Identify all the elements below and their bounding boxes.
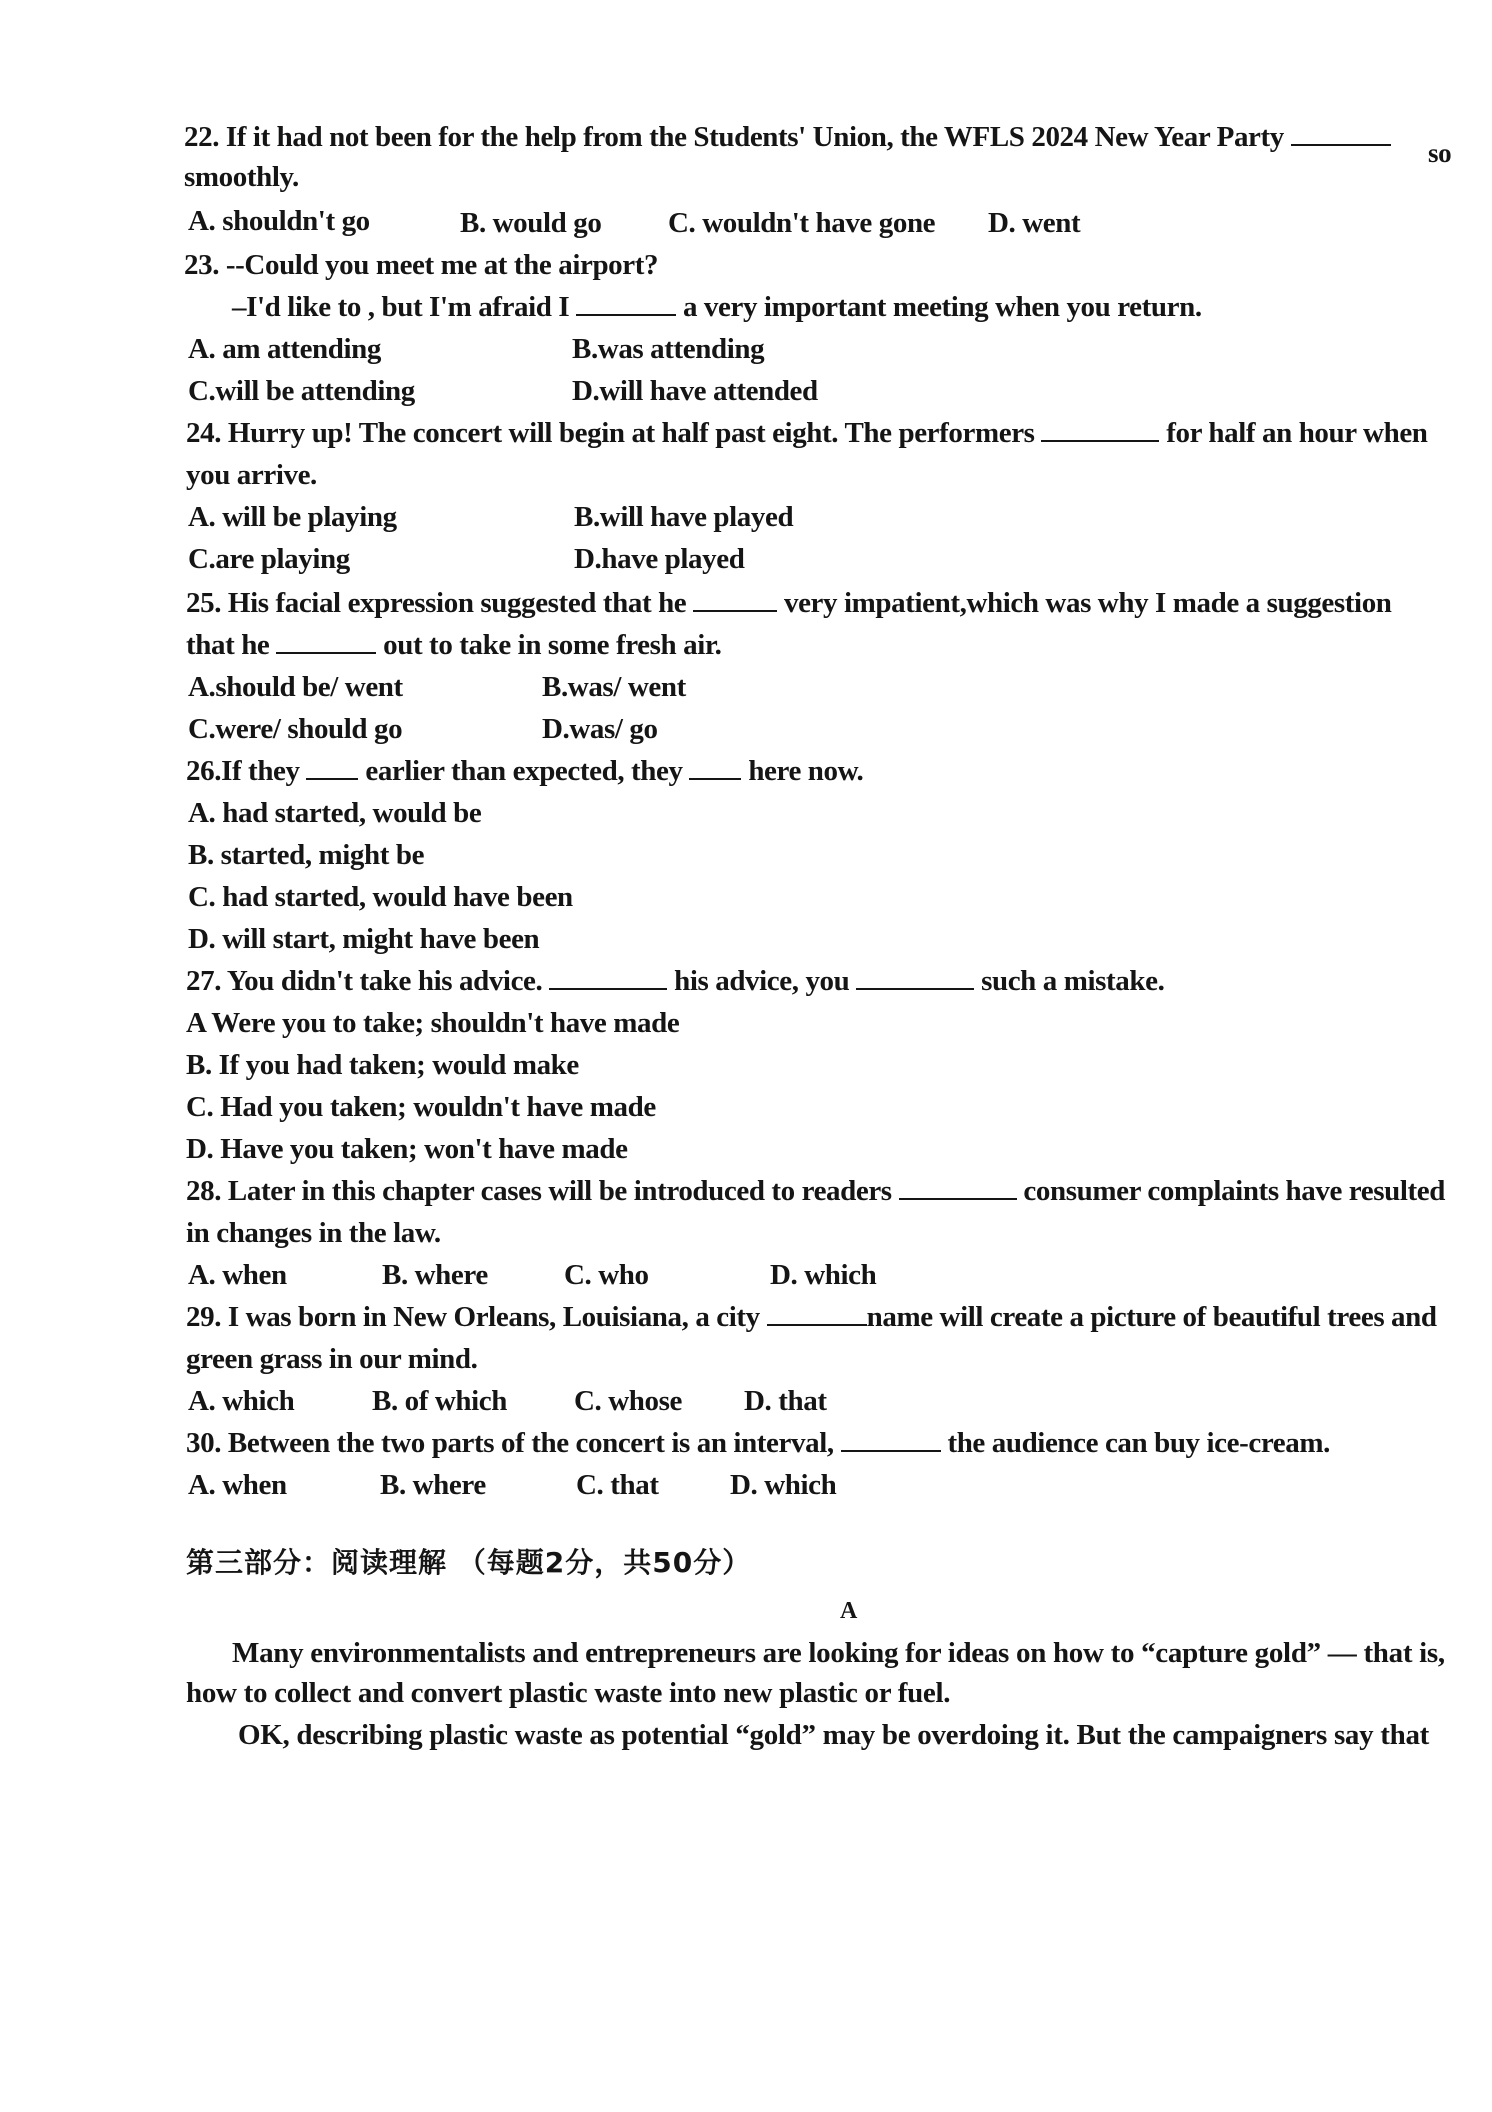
option-b: B.was/ went xyxy=(542,671,686,703)
question-text: for half an hour when xyxy=(1166,417,1428,449)
answer-blank xyxy=(306,756,358,780)
question-24-stem-cont: you arrive. xyxy=(186,459,317,491)
question-text: I was born in New Orleans, Louisiana, a city xyxy=(227,1301,760,1333)
option-d: D. which xyxy=(770,1259,877,1291)
option-b: B. would go xyxy=(460,207,602,239)
option-d: D. will start, might have been xyxy=(188,923,540,955)
section-heading: 第三部分：阅读理解 （每题2分，共50分） xyxy=(186,1546,752,1579)
answer-blank xyxy=(689,756,741,780)
option-d: D. that xyxy=(744,1385,827,1417)
option-b: B. of which xyxy=(372,1385,507,1417)
passage-paragraph-1-cont xyxy=(186,1674,950,1712)
question-text: earlier than expected, they xyxy=(365,755,683,787)
question-text: If it had not been for the help from the Students' Union, the WFLS 2024 New Year Party xyxy=(225,121,1284,153)
option-a: A. had started, would be xyxy=(188,797,482,829)
option-d: D.will have attended xyxy=(572,375,818,407)
option-c: C. Had you taken; wouldn't have made xyxy=(186,1091,656,1123)
question-number: 24. xyxy=(186,417,222,449)
question-text: consumer complaints have resulted xyxy=(1023,1175,1445,1207)
question-22-stem-cont: smoothly. xyxy=(184,161,299,193)
answer-blank xyxy=(276,630,376,654)
answer-blank xyxy=(899,1176,1017,1200)
passage-label: A xyxy=(840,1598,857,1624)
question-29-stem-cont: green grass in our mind. xyxy=(186,1343,478,1375)
passage-line: OK, describing plastic waste as potential “gold” may be overdoing it. But the campaigners say that xyxy=(238,1719,1430,1751)
option-c: C. that xyxy=(576,1469,659,1501)
question-text: Hurry up! The concert will begin at half past eight. The performers xyxy=(227,417,1035,449)
option-a: A. shouldn't go xyxy=(188,205,370,237)
option-c: C. whose xyxy=(574,1385,682,1417)
option-a: A. when xyxy=(188,1469,287,1501)
question-23-stem xyxy=(184,248,658,282)
answer-blank xyxy=(1041,418,1159,442)
question-text: His facial expression suggested that he xyxy=(227,587,687,619)
question-text: –I'd like to , but I'm afraid I xyxy=(232,291,570,323)
question-30-stem xyxy=(186,1426,1330,1460)
option-d: D.have played xyxy=(574,543,745,575)
option-b: B.will have played xyxy=(574,501,794,533)
question-27-stem xyxy=(186,964,1164,998)
question-number: 25. xyxy=(186,587,222,619)
option-b: B. If you had taken; would make xyxy=(186,1049,579,1081)
passage-paragraph-2 xyxy=(238,1716,1429,1754)
question-22-stem xyxy=(184,120,1391,154)
answer-blank xyxy=(549,966,667,990)
option-a: A. am attending xyxy=(188,333,381,365)
option-a: A. will be playing xyxy=(188,501,397,533)
question-text: Later in this chapter cases will be introduced to readers xyxy=(227,1175,892,1207)
question-number: 28. xyxy=(186,1175,222,1207)
question-text: very impatient,which was why I made a suggestion xyxy=(783,587,1392,619)
answer-blank xyxy=(767,1302,867,1326)
question-text: here now. xyxy=(748,755,864,787)
question-text: such a mistake. xyxy=(981,965,1165,997)
question-number: 29. xyxy=(186,1301,222,1333)
question-number: 26. xyxy=(186,755,222,787)
question-text: You didn't take his advice. xyxy=(226,965,543,997)
question-text: name will create a picture of beautiful trees and xyxy=(866,1301,1437,1333)
option-b: B. started, might be xyxy=(188,839,425,871)
question-number: 30. xyxy=(186,1427,222,1459)
question-number: 22. xyxy=(184,121,220,153)
option-c: C.will be attending xyxy=(188,375,415,407)
option-b: B.was attending xyxy=(572,333,765,365)
passage-paragraph-1 xyxy=(232,1634,1445,1672)
question-26-stem xyxy=(186,754,863,788)
question-28-stem xyxy=(186,1174,1445,1208)
answer-blank xyxy=(693,588,777,612)
answer-blank xyxy=(841,1428,941,1452)
question-number: 27. xyxy=(186,965,222,997)
option-a: A. when xyxy=(188,1259,287,1291)
option-a: A. which xyxy=(188,1385,295,1417)
answer-blank xyxy=(576,292,676,316)
option-d: D. which xyxy=(730,1469,837,1501)
question-text: that he xyxy=(186,629,270,661)
option-c: C.were/ should go xyxy=(188,713,403,745)
question-text: his advice, you xyxy=(674,965,850,997)
question-text: out to take in some fresh air. xyxy=(383,629,722,661)
option-c: C. who xyxy=(564,1259,649,1291)
option-a: A Were you to take; shouldn't have made xyxy=(186,1007,680,1039)
question-text: If they xyxy=(221,755,300,787)
question-23-reply xyxy=(232,290,1202,324)
passage-line: how to collect and convert plastic waste into new plastic or fuel. xyxy=(186,1677,951,1709)
option-d: D. Have you taken; won't have made xyxy=(186,1133,628,1165)
option-c: C. wouldn't have gone xyxy=(668,207,936,239)
question-22-stem-end: so xyxy=(1428,138,1452,168)
question-text: --Could you meet me at the airport? xyxy=(225,249,659,281)
question-29-stem xyxy=(186,1300,1437,1334)
option-b: B. where xyxy=(382,1259,488,1291)
question-28-stem-cont: in changes in the law. xyxy=(186,1217,441,1249)
answer-blank xyxy=(1291,122,1391,146)
question-25-stem xyxy=(186,586,1392,620)
option-c: C.are playing xyxy=(188,543,350,575)
option-b: B. where xyxy=(380,1469,486,1501)
option-d: D. went xyxy=(988,207,1081,239)
option-d: D.was/ go xyxy=(542,713,658,745)
option-c: C. had started, would have been xyxy=(188,881,573,913)
question-text: Between the two parts of the concert is an interval, xyxy=(227,1427,834,1459)
question-text: the audience can buy ice-cream. xyxy=(947,1427,1330,1459)
passage-line: Many environmentalists and entrepreneurs are looking for ideas on how to “capture gold” — that is, xyxy=(232,1637,1445,1669)
question-text: a very important meeting when you return. xyxy=(682,291,1202,323)
answer-blank xyxy=(856,966,974,990)
option-a: A.should be/ went xyxy=(188,671,403,703)
question-number: 23. xyxy=(184,249,220,281)
question-24-stem xyxy=(186,416,1428,450)
question-25-stem-cont xyxy=(186,628,722,662)
